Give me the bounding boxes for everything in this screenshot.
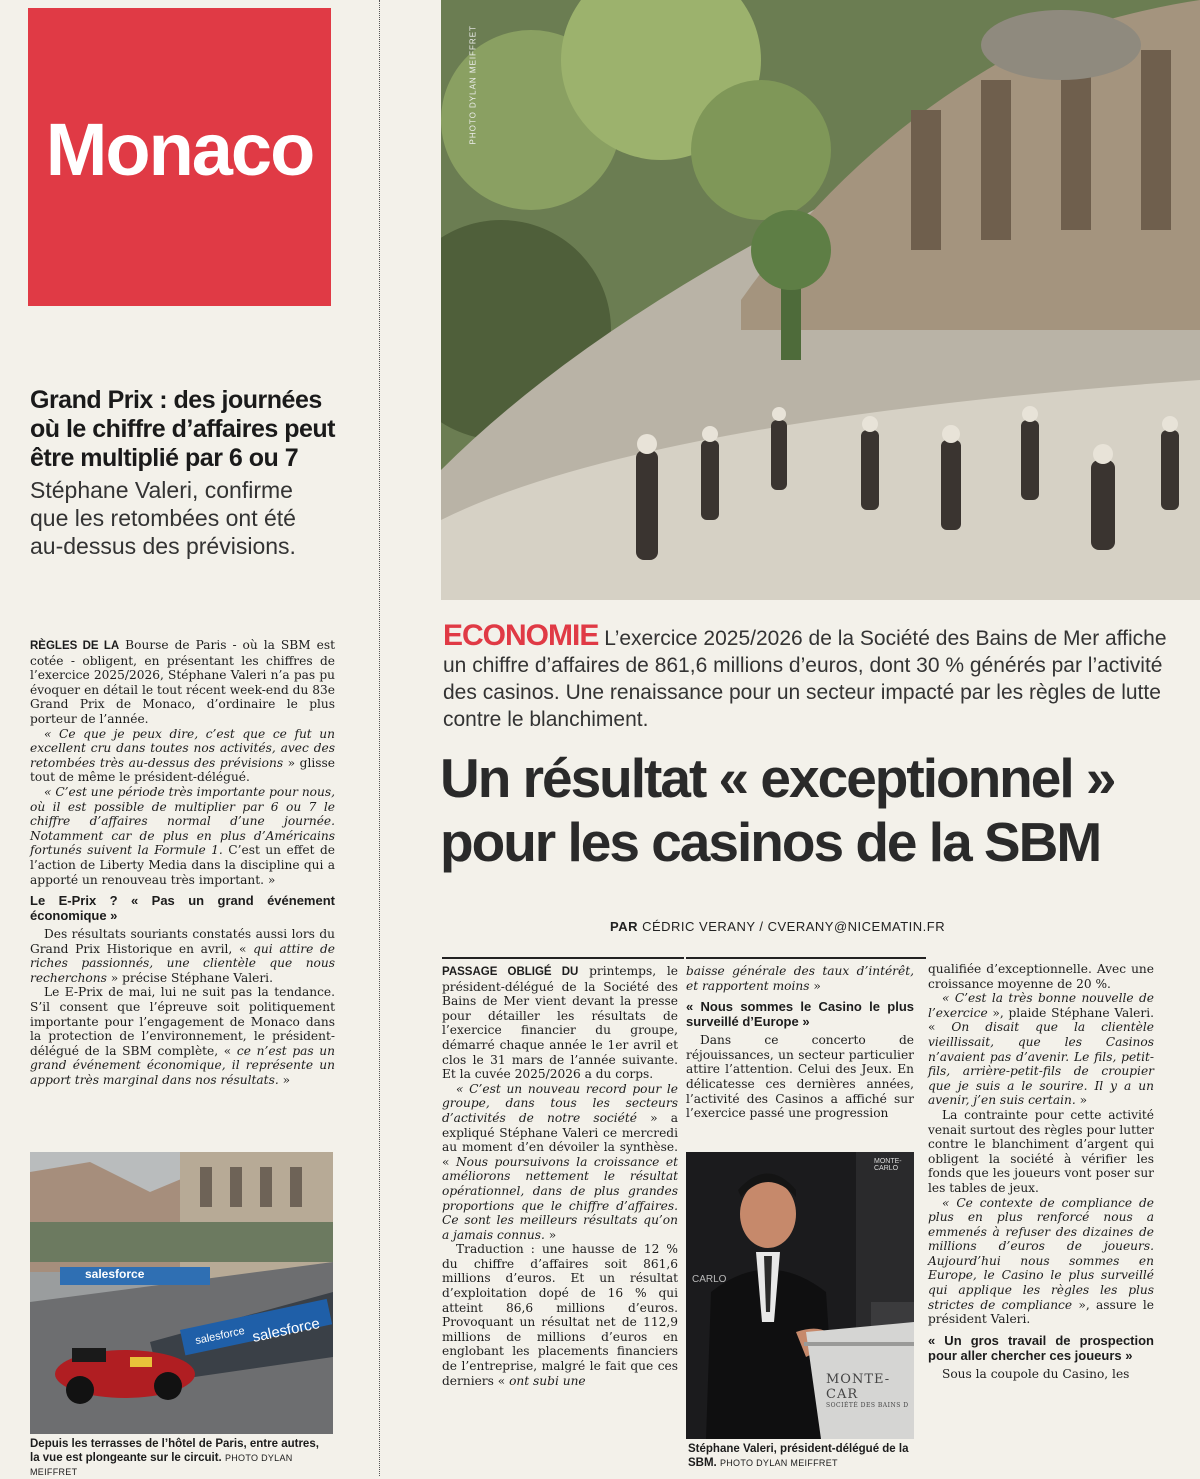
article-paragraph: La contrainte pour cette activité venait surtout des règles pour lutter contre le blanchiment d’argent qui obligent la société à vérifier les fonds que les joueurs vont poser sur les tables de jeux. [928,1107,1154,1195]
salesforce-sign: salesforce [194,1324,246,1348]
article-subhead: « Nous sommes le Casino le plus surveillé d’Europe » [686,999,914,1030]
article-paragraph: PASSAGE OBLIGÉ DU printemps, le président-délégué de la Société des Bains de Mer vient devant la presse pour détailler les résultats de l’exercice financier du groupe, démarré chaque année le 1er avril et clos le 31 mars de l’année suivante. Et la cuvée 2025/2026 a du corps. [442,964,678,1082]
headline-line: pour les casinos de la SBM [440,811,1101,873]
sign-carlo: CARLO [692,1274,727,1285]
article-paragraph: « C’est la très bonne nouvelle de l’exercice », plaide Stéphane Valeri. « On disait que la clientèle vieillissait, que les Casinos n’avaient pas d’avenir. Le fils, petit-fils, arrière-petit-fils de croupier que je suis a le sourire. Il y a un avenir, j’en suis certain. » [928,991,1154,1108]
article-subhead: « Un gros travail de prospection pour aller chercher ces joueurs » [928,1332,1154,1363]
chapo-text: L’exercice 2025/2026 de la Société des Bains de Mer affiche un chiffre d’affaires de 861,6 millions d’euros, dont 30 % générés par l’activité des casinos. Une renaissance pour un secteur impacté par les règles de lutte contre le blanchiment. [443,627,1167,731]
sidebar-paragraph: « Ce que je peux dire, c’est que ce fut un excellent cru dans toutes nos activités, avec des retombées très au-dessus des prévisions » glisse tout de même le président-délégué. [30,726,335,785]
main-headline [440,746,1200,874]
sidebar-subhead: Le E-Prix ? « Pas un grand événement économique » [30,893,335,924]
lead-in: RÈGLES DE LA [30,640,120,652]
casino-reflection-illustration [441,0,1200,600]
article-column-3 [928,962,1154,1381]
article-paragraph: « C’est un nouveau record pour le groupe, dans tous les secteurs d’activités de notre société » a expliqué Stéphane Valeri ce mercredi au moment d’en dévoiler la synthèse. « Nous poursuivons la croissance et améliorons nettement le résultat opérationnel, dans de plus grandes proportions que le chiffre d’affaires. Ce sont les meilleurs résultats qu’on a jamais connus. » [442,1081,678,1242]
article-column-1 [442,964,678,1388]
kicker: ECONOMIE [443,619,599,652]
byline-author: CÉDRIC VERANY / CVERANY@NICEMATIN.FR [637,919,946,934]
lectern-subtitle: SOCIÉTÉ DES BAINS D [826,1402,909,1409]
sidebar-paragraph: Des résultats souriants constatés aussi lors du Grand Prix Historique en avril, « qui attire de riches passionnés, une clientèle que nous recherchons » précise Stéphane Valeri. [30,927,336,985]
byline [610,919,945,934]
article-paragraph: « Ce contexte de compliance de plus en plus renforcé nous a emmenés à refuser des dizaines de millions d’euros de joueurs. Aujourd’hui nous sommes en Europe, le Casino le plus surveillé qui applique les règles les plus strictes de compliance », assure le président Valeri. [928,1195,1154,1327]
article-paragraph: qualifiée d’exceptionnelle. Avec une croissance moyenne de 20 %. [928,962,1154,991]
valeri-photo [686,1152,914,1439]
photo-credit: PHOTO DYLAN MEIFFRET [719,1458,838,1468]
sidebar-paragraph: RÈGLES DE LA Bourse de Paris - où la SBM est cotée - obligent, en présentant les chiffres de l’exercice 2025/2026, Stéphane Valeri n’a pas pu évoquer en détail le tout récent week-end du 83e Grand Prix de Monaco, d’ordinaire le plus porteur de l’année. [30,638,335,726]
sidebar-body [30,638,335,1088]
salesforce-sign: salesforce [85,1267,145,1281]
article-paragraph: Dans ce concerto de réjouissances, un secteur particulier attire l’attention. Celui des Jeux. En délicatesse ces dernières années, l’activité des Casinos a affiché sur l’exercice passé une progression [686,1033,914,1121]
article-chapo [443,619,1195,733]
section-title: Monaco [45,108,314,191]
byline-par: PAR [610,919,638,934]
column-separator [379,0,380,1476]
lectern-brand: MONTE-CAR [826,1372,891,1402]
column-rule [442,957,684,959]
sidebar-paragraph: Le E-Prix de mai, lui ne suit pas la tendance. S’il consent que l’épreuve soit politiquement importante pour l’engagement de Monaco dans la protection de l’environnement, le président-délégué de la SBM complète, « ce n’est pas un grand événement économique, il représente un apport très marginal dans nos résultats. » [30,985,335,1088]
hero-photo-credit: PHOTO DYLAN MEIFFRET [468,25,478,145]
grand-prix-photo [30,1152,333,1434]
article-column-2 [686,964,914,1121]
sidebar-deck: Stéphane Valeri, confirme que les retombées ont été au-dessus des prévisions. [30,477,296,559]
sign-monte-carlo: MONTE-CARLO [874,1158,902,1172]
section-badge [28,8,331,306]
sidebar-paragraph: « C’est une période très importante pour nous, où il est possible de multiplier par 6 ou 7 le chiffre d’affaires normal d’une journée. Notamment car de plus en plus d’Américains fortunés suivent la Formule 1. C’est un effet de l’action de Liberty Media dans la discipline qui a apporté un renouveau très important. » [30,784,335,887]
sidebar-headline: Grand Prix : des journées où le chiffre d’affaires peut être multiplié par 6 ou 7 [30,386,336,472]
grand-prix-illustration [30,1152,333,1434]
casino-hero-photo [441,0,1200,600]
photo-caption: Depuis les terrasses de l’hôtel de Paris, entre autres, la vue est plongeante sur le circuit. PHOTO DYLAN MEIFFRET [30,1438,319,1477]
article-paragraph: Sous la coupole du Casino, les [942,1366,1130,1381]
photo-credit: PHOTO DYLAN MEIFFRET [30,1453,293,1477]
lead-in: PASSAGE OBLIGÉ DU [442,966,579,978]
article-paragraph: Traduction : une hausse de 12 % du chiffre d’affaires soit 861,6 millions d’euros. Et un résultat d’exploitation dopé de 16 % qui atteint 86,6 millions d’euros. Provoquant un résultat net de 112,9 millions de millions d’euros en englobant les placements financiers de l’entreprise, malgré le fait que ces derniers « ont subi une [442,1242,678,1388]
lectern-sign [826,1372,914,1409]
column-rule [686,957,926,959]
salesforce-sign: salesforce [250,1315,322,1346]
headline-line: Un résultat « exceptionnel » [440,747,1115,809]
valeri-caption: Stéphane Valeri, président-délégué de la SBM. PHOTO DYLAN MEIFFRET [688,1443,909,1469]
article-paragraph: baisse générale des taux d’intérêt, et rapportent moins » [686,964,914,993]
